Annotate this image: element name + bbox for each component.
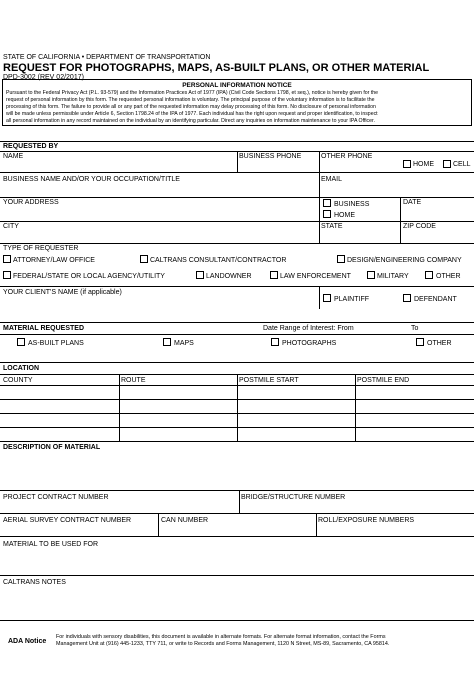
home-address-checkbox[interactable] (323, 210, 331, 218)
date-to-field[interactable] (422, 323, 472, 332)
date-from-field[interactable] (362, 323, 407, 332)
location-heading: LOCATION (3, 365, 40, 372)
postmile-end-field[interactable] (356, 386, 473, 399)
design-engineering-checkbox[interactable] (337, 255, 345, 263)
divider (319, 197, 320, 221)
other-requester-label: OTHER (436, 273, 461, 280)
maps-checkbox[interactable] (163, 338, 171, 346)
design-engineering-label: DESIGN/ENGINEERING COMPANY (347, 257, 462, 264)
county-header: COUNTY (3, 377, 33, 384)
notice-line: processing of this form. The failure to provide all or any part of the requested information may delay processing of this form. No disclosure of personal information (6, 104, 376, 110)
notice-heading: PERSONAL INFORMATION NOTICE (182, 82, 292, 89)
divider (0, 399, 474, 400)
business-name-field[interactable] (1, 184, 317, 196)
divider (316, 513, 317, 536)
divider (319, 286, 320, 309)
notice-line: Pursuant to the Federal Privacy Act (P.L. 93-579) and the Information Practices Act of 1977 (IPA) (Civil Code Sections 1798, et seq.), notice is hereby given for the (6, 90, 379, 96)
zip-label: ZIP CODE (403, 223, 436, 230)
divider (0, 334, 474, 335)
roll-label: ROLL/EXPOSURE NUMBERS (318, 517, 415, 524)
divider (0, 197, 474, 198)
agency-checkbox[interactable] (3, 271, 11, 279)
divider (0, 536, 474, 537)
requested-by-heading: REQUESTED BY (3, 143, 59, 150)
divider (0, 362, 474, 363)
agency-line: STATE OF CALIFORNIA • DEPARTMENT OF TRANSPORTATION (3, 54, 211, 61)
divider (237, 151, 238, 172)
bridge-field[interactable] (241, 502, 472, 512)
attorney-label: ATTORNEY/LAW OFFICE (13, 257, 95, 264)
divider (0, 221, 474, 222)
project-contract-field[interactable] (1, 502, 237, 512)
can-field[interactable] (161, 525, 315, 535)
divider (319, 221, 320, 243)
notice-line: request of personal information by this form. The requested personal information is voluntary. The principal purpose of the voluntary information is to facilitate the (6, 97, 375, 103)
defendant-checkbox[interactable] (403, 294, 411, 302)
caltrans-notes-label: CALTRANS NOTES (3, 579, 66, 586)
notice-line: all personal information in any record maintained on the individual by an identifying particular. Direct any inquiries on information maintenance to your IPA Officer. (6, 118, 375, 124)
aerial-field[interactable] (1, 525, 157, 535)
email-field[interactable] (321, 184, 471, 196)
notice-line: will be made unless permissible under Article 6, Section 1798.24 of the IPA of 1977. Each individual has the right upon request and proper identification, to inspect (6, 111, 378, 117)
route-header: ROUTE (121, 377, 146, 384)
attorney-checkbox[interactable] (3, 255, 11, 263)
divider (0, 243, 474, 244)
divider (0, 575, 474, 576)
home-label: HOME (413, 161, 434, 168)
can-label: CAN NUMBER (161, 517, 209, 524)
home-address-label: HOME (334, 212, 355, 219)
material-heading: MATERIAL REQUESTED (3, 325, 85, 332)
defendant-label: DEFENDANT (414, 296, 457, 303)
ada-text: For individuals with sensory disabilities, this document is available in alternate formats. For alternate format information, contact the Forms (56, 634, 386, 640)
email-label: EMAIL (321, 176, 343, 183)
photographs-label: PHOTOGRAPHS (282, 340, 337, 347)
divider (0, 441, 474, 442)
home-phone-checkbox[interactable] (403, 160, 411, 168)
state-label: STATE (321, 223, 343, 230)
divider (319, 172, 320, 197)
maps-label: MAPS (174, 340, 194, 347)
law-enforcement-checkbox[interactable] (270, 271, 278, 279)
client-name-field[interactable] (1, 297, 317, 308)
divider (239, 490, 240, 513)
business-name-label: BUSINESS NAME AND/OR YOUR OCCUPATION/TITLE (3, 176, 180, 183)
bridge-label: BRIDGE/STRUCTURE NUMBER (241, 494, 346, 501)
other-requester-checkbox[interactable] (425, 271, 433, 279)
date-to-label: To (411, 325, 419, 332)
as-built-label: AS-BUILT PLANS (28, 340, 84, 347)
divider (0, 286, 474, 287)
postmile-start-field[interactable] (238, 386, 354, 399)
divider (158, 513, 159, 536)
business-label: BUSINESS (334, 201, 370, 208)
date-range-label: Date Range of Interest: From (263, 325, 354, 332)
divider (0, 141, 474, 142)
postmile-start-header: POSTMILE START (239, 377, 299, 384)
cell-label: CELL (453, 161, 471, 168)
divider (0, 513, 474, 514)
name-label: NAME (3, 153, 24, 160)
roll-field[interactable] (318, 525, 472, 535)
project-contract-label: PROJECT CONTRACT NUMBER (3, 494, 109, 501)
used-for-label: MATERIAL TO BE USED FOR (3, 541, 99, 548)
city-field[interactable] (1, 231, 317, 242)
client-name-label: YOUR CLIENT'S NAME (if applicable) (3, 289, 122, 296)
other-phone-label: OTHER PHONE (321, 153, 373, 160)
divider (0, 427, 474, 428)
address-field[interactable] (1, 207, 317, 220)
description-heading: DESCRIPTION OF MATERIAL (3, 444, 101, 451)
consultant-checkbox[interactable] (140, 255, 148, 263)
route-field[interactable] (120, 386, 236, 399)
date-label: DATE (403, 199, 422, 206)
requester-heading: TYPE OF REQUESTER (3, 245, 79, 252)
caltrans-notes-field[interactable] (1, 588, 473, 619)
divider (0, 172, 474, 173)
county-field[interactable] (1, 386, 118, 399)
ada-label: ADA Notice (8, 638, 47, 645)
divider (0, 413, 474, 414)
form-number: DPD-3002 (REV 02/2017) (3, 74, 84, 81)
other-material-checkbox[interactable] (416, 338, 424, 346)
postmile-end-header: POSTMILE END (357, 377, 410, 384)
business-phone-label: BUSINESS PHONE (239, 153, 302, 160)
date-field[interactable] (403, 207, 471, 220)
business-phone-field[interactable] (239, 161, 317, 172)
divider (0, 490, 474, 491)
address-label: YOUR ADDRESS (3, 199, 59, 206)
city-label: CITY (3, 223, 19, 230)
form-title: REQUEST FOR PHOTOGRAPHS, MAPS, AS-BUILT PLANS, OR OTHER MATERIAL (3, 62, 430, 74)
used-for-field[interactable] (1, 550, 473, 574)
as-built-checkbox[interactable] (17, 338, 25, 346)
divider (0, 620, 474, 621)
agency-label: FEDERAL/STATE OR LOCAL AGENCY/UTILITY (13, 273, 165, 280)
law-enforcement-label: LAW ENFORCEMENT (280, 273, 351, 280)
divider (400, 197, 401, 221)
divider (319, 151, 320, 172)
aerial-label: AERIAL SURVEY CONTRACT NUMBER (3, 517, 132, 524)
description-field[interactable] (1, 453, 473, 489)
consultant-label: CALTRANS CONSULTANT/CONTRACTOR (150, 257, 287, 264)
military-checkbox[interactable] (367, 271, 375, 279)
plaintiff-label: PLAINTIFF (334, 296, 370, 303)
cell-phone-checkbox[interactable] (443, 160, 451, 168)
landowner-checkbox[interactable] (196, 271, 204, 279)
plaintiff-checkbox[interactable] (323, 294, 331, 302)
ada-text: Management Unit at (916) 445-1233, TTY 711, or write to Records and Forms Management, 1120 N Street, MS-89, Sacramento, CA 95814. (56, 641, 390, 647)
other-material-label: OTHER (427, 340, 452, 347)
business-address-checkbox[interactable] (323, 199, 331, 207)
divider (400, 221, 401, 243)
state-field[interactable] (321, 231, 398, 242)
landowner-label: LANDOWNER (206, 273, 252, 280)
photographs-checkbox[interactable] (271, 338, 279, 346)
zip-field[interactable] (403, 231, 471, 242)
military-label: MILITARY (377, 273, 409, 280)
